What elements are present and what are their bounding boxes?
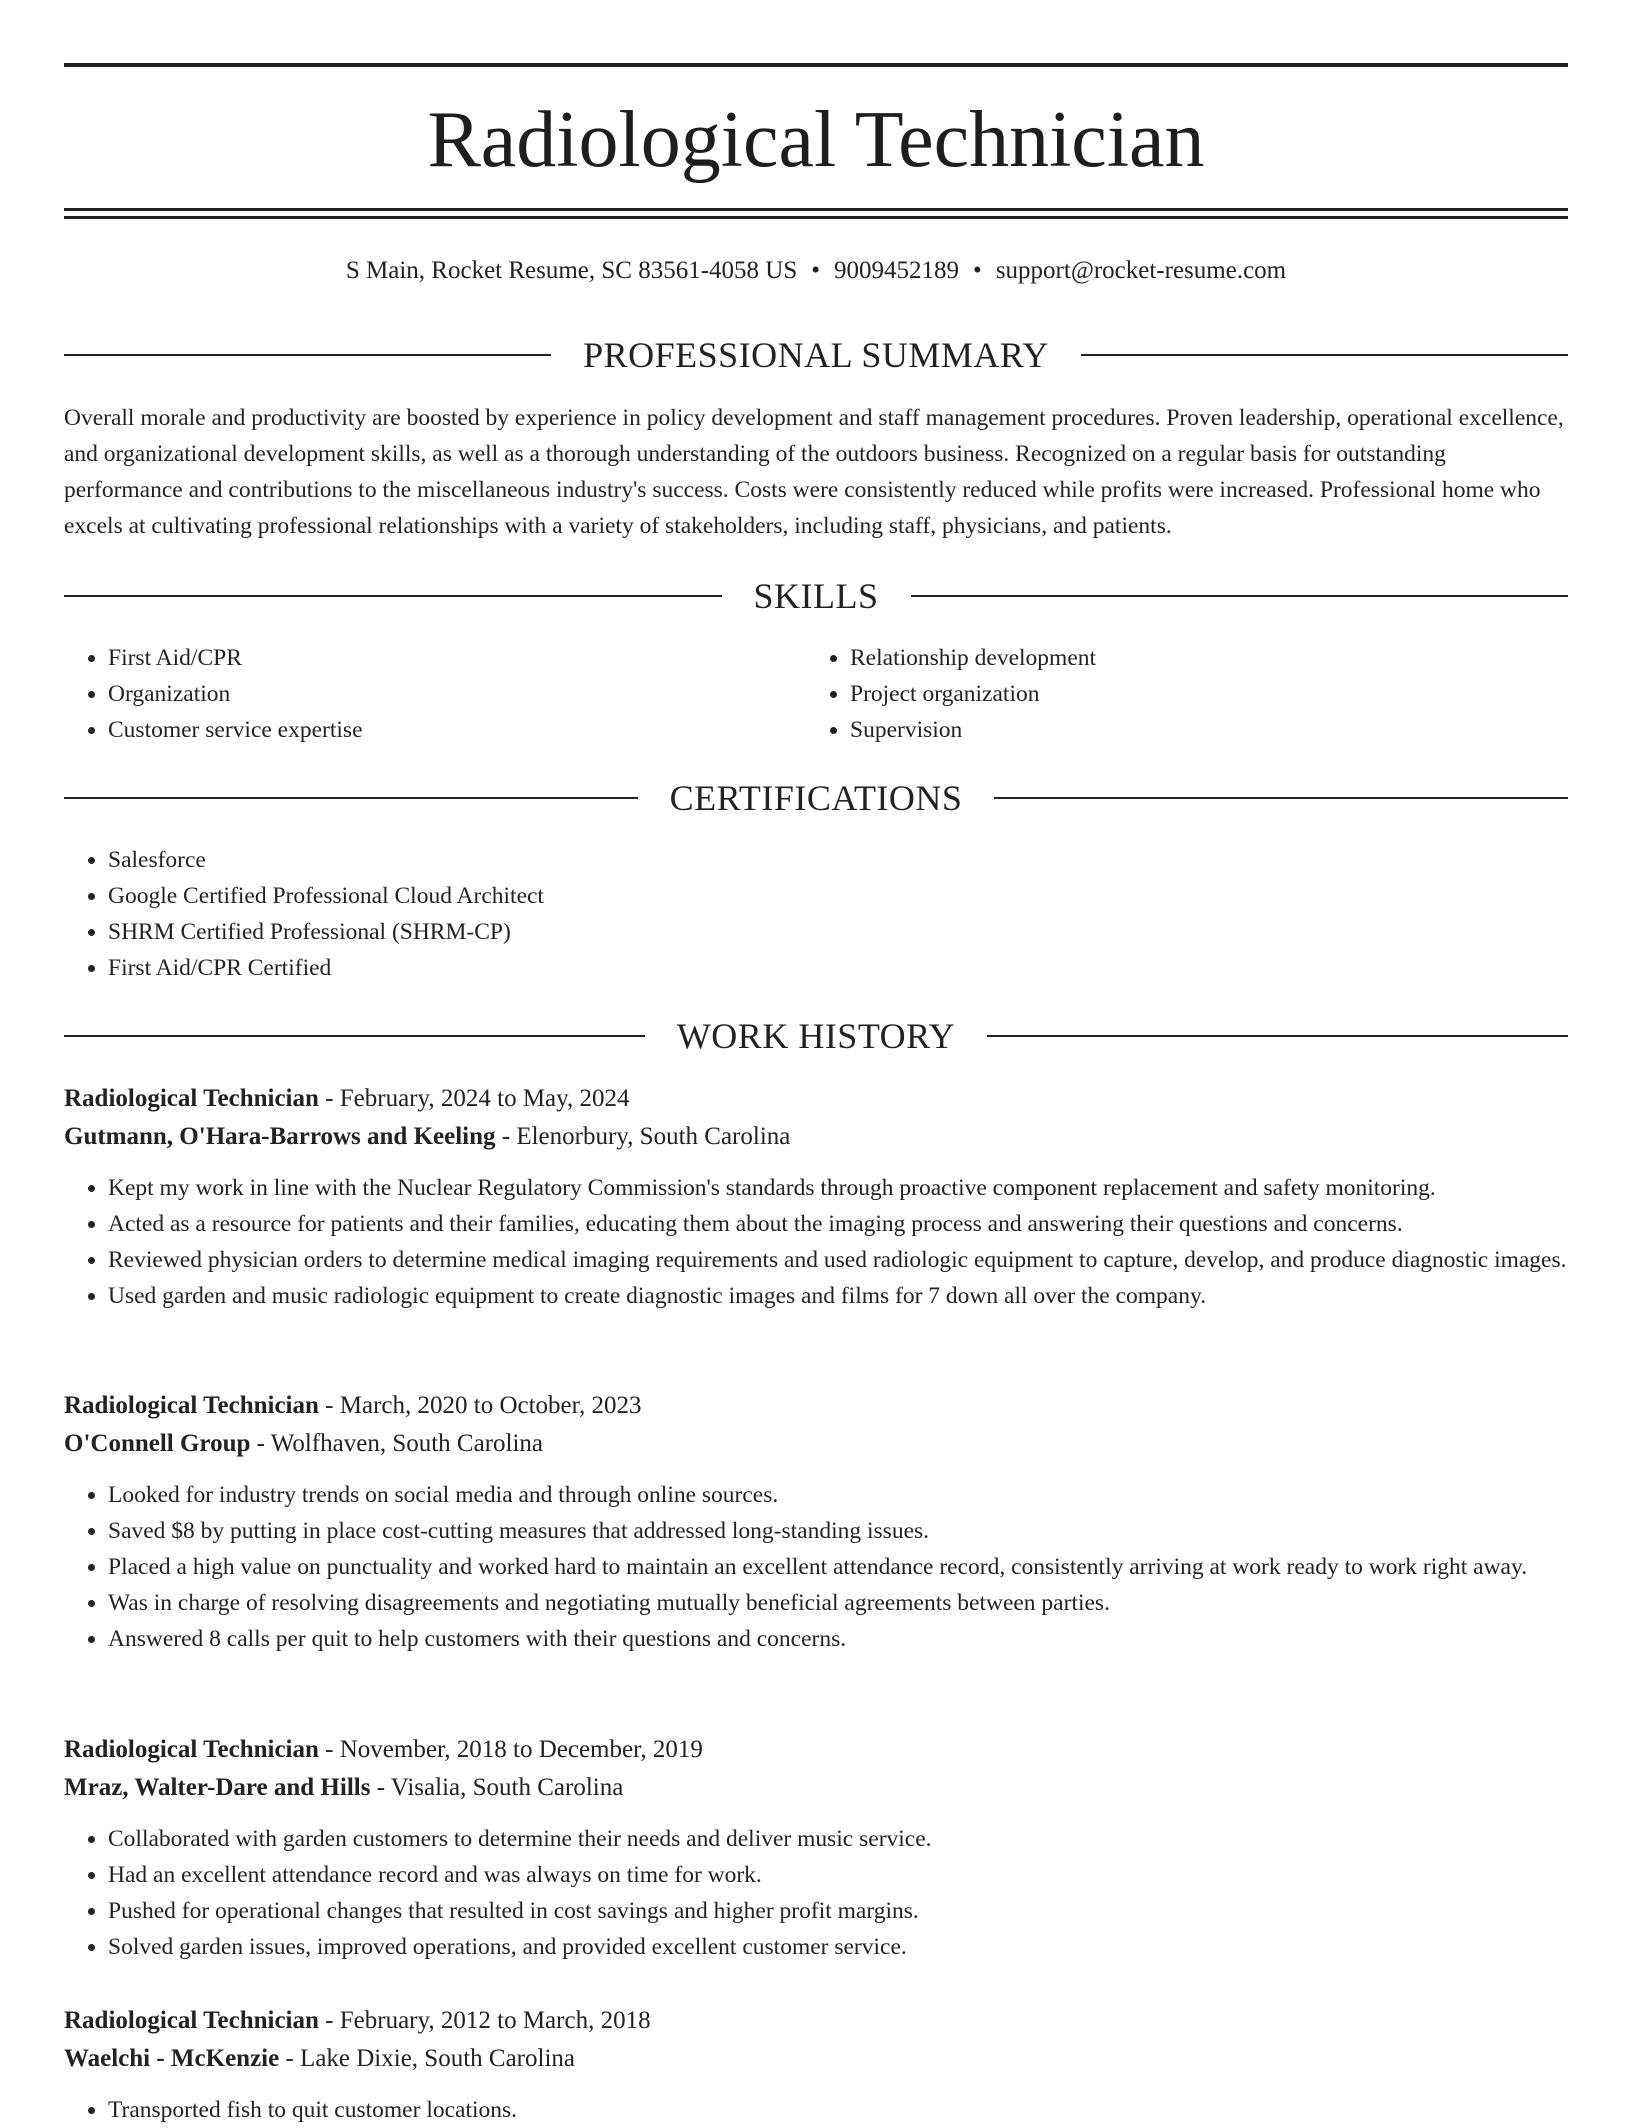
skills-column-right [806,640,1506,748]
job-bullet: • Reviewed physician orders to determine medical imaging requirements and used radiologic equipment to capture, develop, and produce diagnostic images. [108,1242,1568,1278]
heading-rule-right [987,1035,1568,1037]
section-heading-skills [64,574,1568,618]
certifications-block [64,842,1568,986]
skills-column-left [64,640,764,748]
job-bullet: • Acted as a resource for patients and their families, educating them about the imaging process and answering their questions and concerns. [108,1206,1568,1242]
job-entry [64,1387,1568,1657]
job-location: - Visalia, South Carolina [370,1774,624,1801]
heading-rule-right [1081,354,1568,356]
certification-item: • SHRM Certified Professional (SHRM-CP) [108,914,1568,950]
section-heading-work-history [64,1014,1568,1058]
job-company: Waelchi - McKenzie [64,2045,280,2072]
job-location: - Elenorbury, South Carolina [495,1123,791,1150]
section-title: WORK HISTORY [676,1016,956,1056]
job-bullets [64,1170,1568,1314]
job-entry [64,1080,1568,1314]
job-bullets [64,2092,1568,2128]
certification-item: • First Aid/CPR Certified [108,950,1568,986]
skill-item: • Supervision [850,712,1506,748]
job-location: - Wolfhaven, South Carolina [250,1430,544,1457]
job-dates: - November, 2018 to December, 2019 [318,1736,703,1763]
job-title: Radiological Technician [64,1085,319,1112]
section-title: CERTIFICATIONS [669,778,963,818]
candidate-name: Radiological Technician [427,96,1205,184]
skill-item: • First Aid/CPR [108,640,764,676]
job-bullet: • Saved $8 by putting in place cost-cutting measures that addressed long-standing issues. [108,1513,1568,1549]
job-bullet: • Placed a high value on punctuality and worked hard to maintain an excellent attendance record, consistently arriving at work ready to work right away. [108,1549,1568,1585]
heading-rule-left [64,1035,645,1037]
certifications-list [64,842,1568,986]
name-underline-thick [64,208,1568,211]
job-title-line [64,2002,1568,2040]
job-company: Gutmann, O'Hara-Barrows and Keeling [64,1123,496,1150]
section-heading-certifications [64,776,1568,820]
heading-rule-left [64,797,638,799]
certification-item: • Google Certified Professional Cloud Architect [108,878,1568,914]
job-company-line [64,1425,1568,1463]
job-dates: - March, 2020 to October, 2023 [318,1392,642,1419]
job-title-line [64,1387,1568,1425]
contact-separator: • [811,257,821,284]
job-company-line [64,1118,1568,1156]
heading-rule-left [64,595,722,597]
job-bullets [64,1477,1568,1657]
job-bullet: • Collaborated with garden customers to determine their needs and deliver music service. [108,1821,1568,1857]
contact-email[interactable]: support@rocket-resume.com [995,257,1287,284]
job-bullet: • Transported fish to quit customer locations. [108,2092,1568,2128]
skills-list [806,640,1506,748]
job-title: Radiological Technician [64,2007,319,2034]
skill-item: • Relationship development [850,640,1506,676]
job-company-line [64,2040,1568,2078]
section-heading-summary [64,333,1568,377]
job-dates: - February, 2024 to May, 2024 [318,1085,630,1112]
summary-text: Overall morale and productivity are boosted by experience in policy development and staff management procedures. Proven leadership, operational excellence, and organizational development skills, as well as a thorough understanding of the outdoors business. Recognized on a regular basis for outstanding performance and contributions to the miscellaneous industry's success. Costs were consistently reduced while profits were increased. Professional home who excels at cultivating professional relationships with a variety of stakeholders, including staff, physicians, and patients. [64,405,1564,539]
job-bullet: • Solved garden issues, improved operations, and provided excellent customer service. [108,1929,1568,1965]
job-bullet: • Pushed for operational changes that resulted in cost savings and higher profit margins. [108,1893,1568,1929]
job-bullet: • Kept my work in line with the Nuclear Regulatory Commission's standards through proactive component replacement and safety monitoring. [108,1170,1568,1206]
contact-separator: • [973,257,982,284]
job-bullets [64,1821,1568,1965]
job-bullet: • Used garden and music radiologic equipment to create diagnostic images and films for 7 down all over the company. [108,1278,1568,1314]
skill-item: • Customer service expertise [108,712,764,748]
job-dates: - February, 2012 to March, 2018 [318,2007,651,2034]
job-location: - Lake Dixie, South Carolina [279,2045,575,2072]
job-company: Mraz, Walter-Dare and Hills [64,1774,371,1801]
heading-rule-right [911,595,1569,597]
job-title-line [64,1080,1568,1118]
job-bullet: • Answered 8 calls per quit to help customers with their questions and concerns. [108,1621,1568,1657]
certification-item: • Salesforce [108,842,1568,878]
job-title: Radiological Technician [64,1736,319,1763]
section-title: SKILLS [753,576,879,616]
contact-phone: 9009452189 [834,257,960,284]
name-underline-thin [64,216,1568,219]
heading-rule-left [64,354,551,356]
job-company: O'Connell Group [64,1430,251,1457]
section-title: PROFESSIONAL SUMMARY [583,335,1049,375]
contact-line [64,254,1568,288]
job-bullet: • Had an excellent attendance record and was always on time for work. [108,1857,1568,1893]
job-entry [64,1731,1568,1965]
skill-item: • Organization [108,676,764,712]
skills-list [64,640,764,748]
contact-address: S Main, Rocket Resume, SC 83561-4058 US [345,257,798,284]
job-company-line [64,1769,1568,1807]
skill-item: • Project organization [850,676,1506,712]
job-title: Radiological Technician [64,1392,319,1419]
top-rule [64,63,1568,67]
job-entry [64,2002,1568,2128]
job-bullet: • Was in charge of resolving disagreements and negotiating mutually beneficial agreements between parties. [108,1585,1568,1621]
job-bullet: • Looked for industry trends on social media and through online sources. [108,1477,1568,1513]
job-title-line [64,1731,1568,1769]
heading-rule-right [994,797,1568,799]
